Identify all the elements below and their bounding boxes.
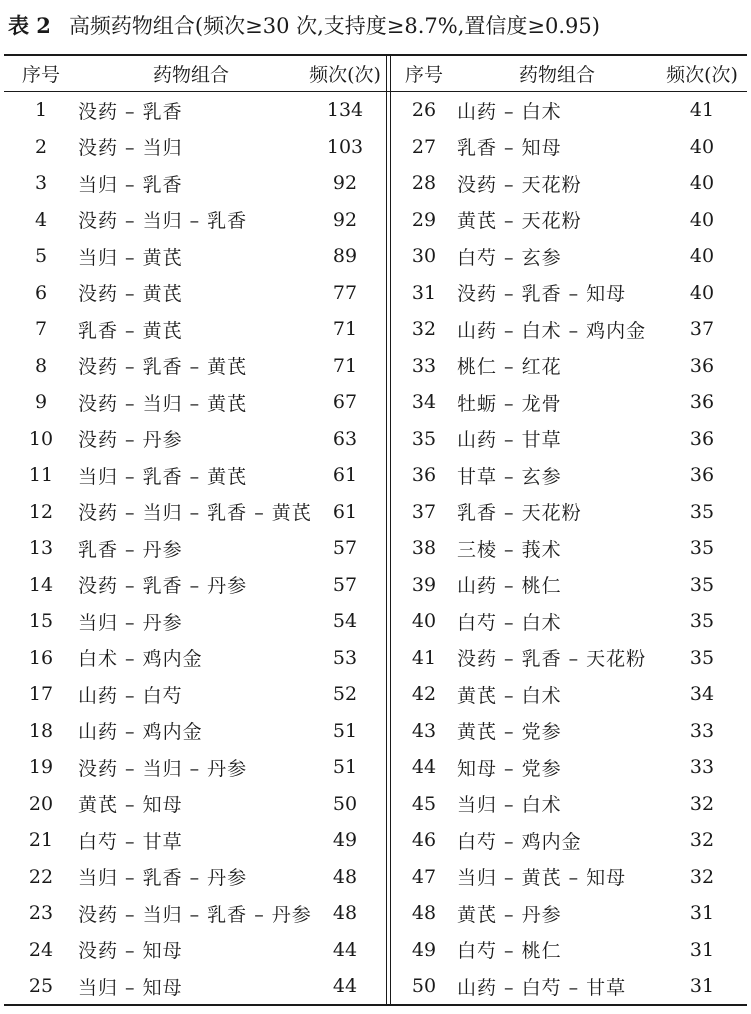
row-frequency: 35 xyxy=(689,646,715,669)
row-combination: 白芍 – 鸡内金 xyxy=(457,830,582,853)
row-frequency: 31 xyxy=(689,902,715,925)
row-frequency: 40 xyxy=(689,281,715,304)
row-frequency: 51 xyxy=(332,719,358,742)
row-index: 38 xyxy=(411,537,437,560)
row-frequency: 61 xyxy=(332,500,358,523)
row-combination: 没药 – 乳香 – 黄芪 xyxy=(78,356,248,379)
row-index: 7 xyxy=(34,318,48,341)
row-combination: 当归 – 丹参 xyxy=(78,611,183,634)
table-row xyxy=(391,275,747,312)
row-frequency: 41 xyxy=(689,99,715,122)
row-combination: 没药 – 乳香 xyxy=(78,100,183,123)
table-row xyxy=(4,92,386,129)
row-frequency: 44 xyxy=(332,975,358,998)
header-combination: 药物组合 xyxy=(518,64,595,86)
row-index: 36 xyxy=(411,464,437,487)
header-combination: 药物组合 xyxy=(152,64,229,86)
table-row xyxy=(391,895,747,932)
row-index: 48 xyxy=(411,902,437,925)
row-index: 24 xyxy=(28,938,54,961)
table-body-right xyxy=(391,92,747,1005)
header-index: 序号 xyxy=(21,64,60,86)
table-row xyxy=(391,859,747,896)
row-index: 15 xyxy=(28,610,54,633)
table-title: 高频药物组合(频次≥30 次,支持度≥8.7%,置信度≥0.95) xyxy=(68,14,600,38)
row-combination: 乳香 – 知母 xyxy=(457,137,562,160)
row-index: 1 xyxy=(34,99,48,122)
row-frequency: 92 xyxy=(332,172,358,195)
row-combination: 当归 – 乳香 – 丹参 xyxy=(78,867,248,890)
row-frequency: 71 xyxy=(332,318,358,341)
row-frequency: 36 xyxy=(689,464,715,487)
row-combination: 没药 – 天花粉 xyxy=(457,173,582,196)
table-row xyxy=(391,384,747,421)
row-combination: 乳香 – 天花粉 xyxy=(457,502,582,525)
row-index: 34 xyxy=(411,391,437,414)
row-combination: 黄芪 – 天花粉 xyxy=(457,210,582,233)
header-frequency: 频次(次) xyxy=(309,64,381,86)
row-index: 31 xyxy=(411,281,437,304)
row-frequency: 35 xyxy=(689,573,715,596)
row-combination: 山药 – 白芍 xyxy=(78,684,183,707)
row-frequency: 33 xyxy=(689,756,715,779)
table-row xyxy=(391,640,747,677)
table-row xyxy=(4,238,386,275)
row-frequency: 67 xyxy=(332,391,358,414)
row-frequency: 31 xyxy=(689,975,715,998)
row-combination: 没药 – 当归 – 黄芪 xyxy=(78,392,248,415)
row-combination: 乳香 – 黄芪 xyxy=(78,319,183,342)
row-index: 28 xyxy=(411,172,437,195)
table-row xyxy=(4,202,386,239)
row-combination: 黄芪 – 丹参 xyxy=(457,903,562,926)
row-combination: 没药 – 乳香 – 天花粉 xyxy=(457,648,647,671)
row-index: 6 xyxy=(34,281,48,304)
row-index: 21 xyxy=(28,829,54,852)
row-frequency: 44 xyxy=(332,938,358,961)
row-combination: 山药 – 白芍 – 甘草 xyxy=(457,976,627,999)
row-index: 41 xyxy=(411,646,437,669)
table-row xyxy=(391,348,747,385)
row-frequency: 37 xyxy=(689,318,715,341)
header-index: 序号 xyxy=(404,64,443,86)
table-row xyxy=(4,713,386,750)
table-row xyxy=(4,895,386,932)
row-index: 44 xyxy=(411,756,437,779)
table-row xyxy=(391,603,747,640)
row-frequency: 35 xyxy=(689,610,715,633)
table-row xyxy=(4,275,386,312)
row-combination: 白芍 – 桃仁 xyxy=(457,940,562,963)
row-combination: 白术 – 鸡内金 xyxy=(78,648,203,671)
row-frequency: 40 xyxy=(689,135,715,158)
row-combination: 白芍 – 玄参 xyxy=(457,246,562,269)
row-frequency: 33 xyxy=(689,719,715,742)
row-frequency: 52 xyxy=(332,683,358,706)
table-row xyxy=(4,676,386,713)
row-index: 14 xyxy=(28,573,54,596)
row-frequency: 40 xyxy=(689,172,715,195)
row-frequency: 48 xyxy=(332,902,358,925)
row-combination: 牡蛎 – 龙骨 xyxy=(457,392,562,415)
row-frequency: 32 xyxy=(689,792,715,815)
row-combination: 当归 – 黄芪 xyxy=(78,246,183,269)
table-row xyxy=(391,932,747,969)
table-row xyxy=(4,421,386,458)
table-body-left xyxy=(4,92,386,1005)
table-row xyxy=(4,494,386,531)
row-index: 13 xyxy=(28,537,54,560)
row-combination: 乳香 – 丹参 xyxy=(78,538,183,561)
row-index: 47 xyxy=(411,865,437,888)
header-row-right xyxy=(391,56,747,91)
row-combination: 黄芪 – 白术 xyxy=(457,684,562,707)
table-row xyxy=(4,567,386,604)
row-frequency: 36 xyxy=(689,391,715,414)
row-frequency: 34 xyxy=(689,683,715,706)
table-row xyxy=(4,786,386,823)
table-row xyxy=(391,530,747,567)
row-index: 33 xyxy=(411,354,437,377)
row-frequency: 89 xyxy=(332,245,358,268)
row-frequency: 31 xyxy=(689,938,715,961)
row-index: 27 xyxy=(411,135,437,158)
row-frequency: 36 xyxy=(689,354,715,377)
table-row xyxy=(391,713,747,750)
row-index: 12 xyxy=(28,500,54,523)
row-combination: 白芍 – 甘草 xyxy=(78,830,183,853)
row-frequency: 36 xyxy=(689,427,715,450)
row-index: 39 xyxy=(411,573,437,596)
row-frequency: 54 xyxy=(332,610,358,633)
row-frequency: 48 xyxy=(332,865,358,888)
row-frequency: 77 xyxy=(332,281,358,304)
row-index: 5 xyxy=(34,245,48,268)
row-index: 3 xyxy=(34,172,48,195)
row-combination: 山药 – 白术 xyxy=(457,100,562,123)
table-row xyxy=(4,859,386,896)
row-frequency: 53 xyxy=(332,646,358,669)
row-combination: 没药 – 当归 – 乳香 – 黄芪 xyxy=(78,502,312,525)
row-combination: 没药 – 乳香 – 知母 xyxy=(457,283,627,306)
row-frequency: 134 xyxy=(326,99,364,122)
row-index: 50 xyxy=(411,975,437,998)
row-combination: 甘草 – 玄参 xyxy=(457,465,562,488)
row-combination: 当归 – 白术 xyxy=(457,794,562,817)
table-row xyxy=(4,348,386,385)
row-index: 46 xyxy=(411,829,437,852)
table-row xyxy=(4,165,386,202)
row-combination: 没药 – 当归 – 乳香 – 丹参 xyxy=(78,903,312,926)
header-row-left xyxy=(4,56,386,91)
row-frequency: 57 xyxy=(332,537,358,560)
row-combination: 当归 – 知母 xyxy=(78,976,183,999)
row-index: 45 xyxy=(411,792,437,815)
table-row xyxy=(4,530,386,567)
row-frequency: 57 xyxy=(332,573,358,596)
table-row xyxy=(4,384,386,421)
table-row xyxy=(4,457,386,494)
row-frequency: 103 xyxy=(326,135,364,158)
row-combination: 当归 – 黄芪 – 知母 xyxy=(457,867,627,890)
row-index: 40 xyxy=(411,610,437,633)
table-row xyxy=(4,932,386,969)
row-index: 35 xyxy=(411,427,437,450)
row-frequency: 40 xyxy=(689,245,715,268)
table-row xyxy=(4,749,386,786)
row-frequency: 40 xyxy=(689,208,715,231)
row-index: 16 xyxy=(28,646,54,669)
header-frequency: 频次(次) xyxy=(666,64,738,86)
row-combination: 桃仁 – 红花 xyxy=(457,356,562,379)
table-label: 表 2 xyxy=(8,13,51,38)
row-index: 29 xyxy=(411,208,437,231)
row-combination: 没药 – 乳香 – 丹参 xyxy=(78,575,248,598)
row-combination: 山药 – 鸡内金 xyxy=(78,721,203,744)
row-combination: 三棱 – 莪术 xyxy=(457,538,562,561)
row-index: 4 xyxy=(34,208,48,231)
row-combination: 山药 – 桃仁 xyxy=(457,575,562,598)
row-combination: 当归 – 乳香 – 黄芪 xyxy=(78,465,248,488)
row-index: 2 xyxy=(34,135,48,158)
row-index: 22 xyxy=(28,865,54,888)
row-combination: 知母 – 党参 xyxy=(457,757,562,780)
table-row xyxy=(391,749,747,786)
row-frequency: 49 xyxy=(332,829,358,852)
row-frequency: 32 xyxy=(689,829,715,852)
row-index: 11 xyxy=(28,464,54,487)
row-index: 37 xyxy=(411,500,437,523)
row-combination: 没药 – 当归 xyxy=(78,137,183,160)
row-frequency: 32 xyxy=(689,865,715,888)
table-row xyxy=(4,311,386,348)
table-row xyxy=(391,165,747,202)
row-combination: 山药 – 甘草 xyxy=(457,429,562,452)
table-row xyxy=(4,968,386,1005)
row-index: 25 xyxy=(28,975,54,998)
row-frequency: 63 xyxy=(332,427,358,450)
table-row xyxy=(4,640,386,677)
row-combination: 没药 – 当归 – 丹参 xyxy=(78,757,248,780)
row-index: 17 xyxy=(28,683,54,706)
row-frequency: 92 xyxy=(332,208,358,231)
table-row xyxy=(391,311,747,348)
row-index: 49 xyxy=(411,938,437,961)
row-frequency: 50 xyxy=(332,792,358,815)
row-index: 8 xyxy=(34,354,48,377)
table-row xyxy=(4,822,386,859)
table-row xyxy=(391,786,747,823)
row-combination: 没药 – 当归 – 乳香 xyxy=(78,210,248,233)
row-index: 26 xyxy=(411,99,437,122)
table-row xyxy=(391,968,747,1005)
row-index: 23 xyxy=(28,902,54,925)
table-row xyxy=(391,238,747,275)
row-combination: 黄芪 – 知母 xyxy=(78,794,183,817)
row-combination: 没药 – 知母 xyxy=(78,940,183,963)
row-combination: 当归 – 乳香 xyxy=(78,173,183,196)
row-index: 43 xyxy=(411,719,437,742)
row-index: 30 xyxy=(411,245,437,268)
row-index: 9 xyxy=(34,391,48,414)
row-combination: 白芍 – 白术 xyxy=(457,611,562,634)
row-index: 10 xyxy=(28,427,54,450)
table-row xyxy=(4,129,386,166)
row-index: 42 xyxy=(411,683,437,706)
row-index: 19 xyxy=(28,756,54,779)
row-frequency: 51 xyxy=(332,756,358,779)
table-row xyxy=(391,567,747,604)
row-frequency: 61 xyxy=(332,464,358,487)
row-combination: 黄芪 – 党参 xyxy=(457,721,562,744)
row-frequency: 71 xyxy=(332,354,358,377)
row-combination: 没药 – 丹参 xyxy=(78,429,183,452)
row-frequency: 35 xyxy=(689,537,715,560)
table-caption xyxy=(8,6,600,46)
table-row xyxy=(391,822,747,859)
table-row xyxy=(4,603,386,640)
table-row xyxy=(391,421,747,458)
row-combination: 山药 – 白术 – 鸡内金 xyxy=(457,319,647,342)
row-frequency: 35 xyxy=(689,500,715,523)
table-row xyxy=(391,129,747,166)
table-row xyxy=(391,457,747,494)
row-index: 32 xyxy=(411,318,437,341)
table-row xyxy=(391,92,747,129)
table-row xyxy=(391,202,747,239)
table-row xyxy=(391,676,747,713)
table-row xyxy=(391,494,747,531)
row-index: 18 xyxy=(28,719,54,742)
row-combination: 没药 – 黄芪 xyxy=(78,283,183,306)
row-index: 20 xyxy=(28,792,54,815)
